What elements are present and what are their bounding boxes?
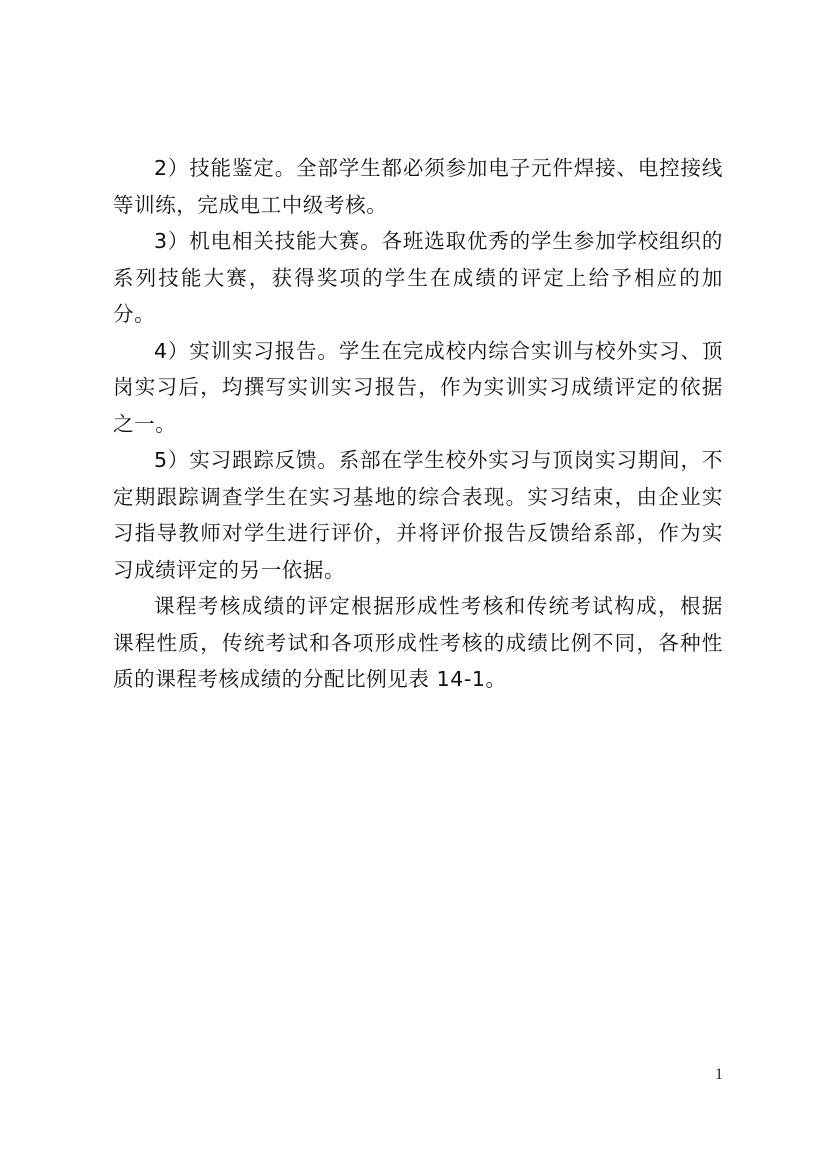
paragraph-skill-appraisal: 2）技能鉴定。全部学生都必须参加电子元件焊接、电控接线等训练，完成电工中级考核。 [113,156,723,217]
paragraph-course-assessment: 课程考核成绩的评定根据形成性考核和传统考试构成，根据课程性质，传统考试和各项形成性考核的成绩比例不同，各种性质的课程考核成绩的分配比例见表 14-1。 [113,594,723,691]
page-number: 1 [715,1066,723,1083]
paragraph-skill-competition: 3）机电相关技能大赛。各班选取优秀的学生参加学校组织的系列技能大赛，获得奖项的学生在成绩的评定上给予相应的加分。 [113,229,723,326]
paragraph-internship-feedback: 5）实习跟踪反馈。系部在学生校外实习与顶岗实习期间，不定期跟踪调查学生在实习基地的综合表现。实习结束，由企业实习指导教师对学生进行评价，并将评价报告反馈给系部，作为实习成绩评定的另一依据。 [113,448,723,582]
paragraph-internship-report: 4）实训实习报告。学生在完成校内综合实训与校外实习、顶岗实习后，均撰写实训实习报告，作为实训实习成绩评定的依据之一。 [113,338,723,436]
document-body [113,150,723,698]
